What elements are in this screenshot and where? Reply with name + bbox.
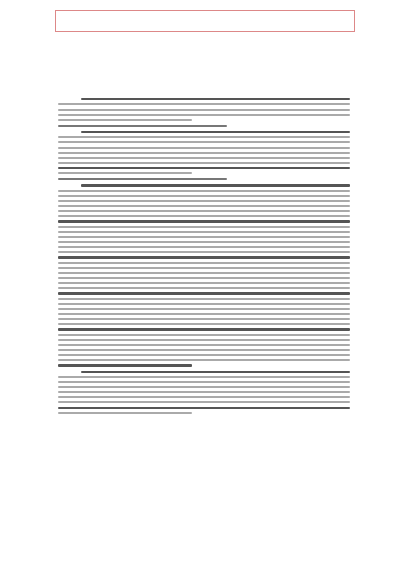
document-body: [58, 95, 350, 533]
body-paragraph: [58, 98, 350, 121]
body-paragraph: [58, 184, 350, 366]
header-banner: [55, 10, 355, 32]
section-heading: [58, 178, 350, 180]
footer: [0, 549, 408, 565]
body-paragraph: [58, 371, 350, 414]
section-heading: [58, 125, 350, 127]
body-paragraph: [58, 131, 350, 174]
